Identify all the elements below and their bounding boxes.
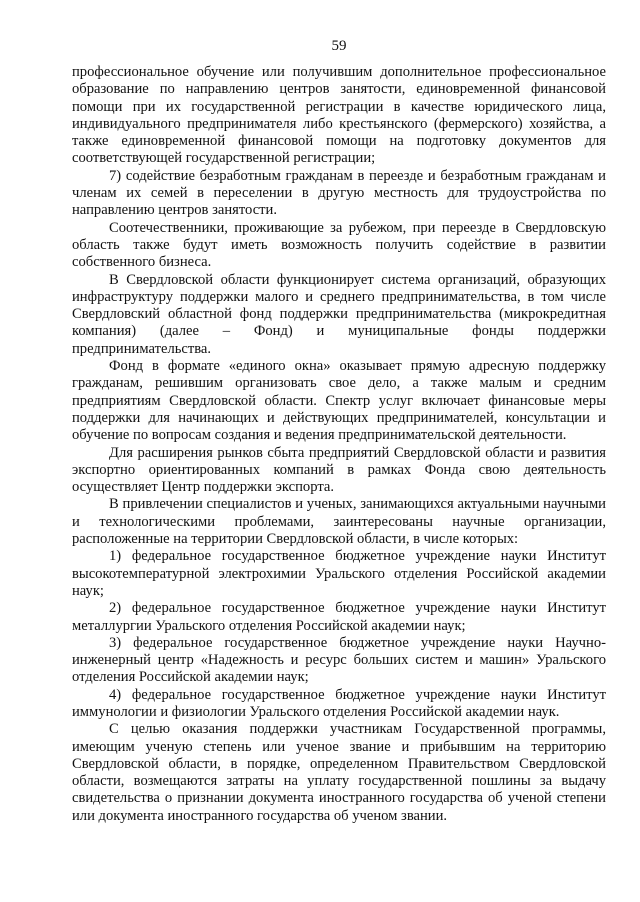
paragraph-compatriots: Соотечественники, проживающие за рубежом, при переезде в Свердловскую область также будут иметь возможность получить содействие в развитии собственного бизнеса. <box>72 219 606 271</box>
list-item-2: 2) федеральное государственное бюджетное учреждение науки Институт металлургии Уральского отделения Российской академии наук; <box>72 600 606 634</box>
paragraph-export-center: Для расширения рынков сбыта предприятий Свердловской области и развития экспортно ориентированных компаний в рамках Фонда свою деятельность осуществляет Центр поддержки экспорта. <box>72 444 606 496</box>
paragraph-infrastructure: В Свердловской области функционирует система организаций, образующих инфраструктуру поддержки малого и среднего предпринимательства, в том числе Свердловский областной фонд поддержки предпринимательства (микрокредитная компания) (далее – Фонд) и муниципальные фонды поддержки предпринимательства. <box>72 271 606 357</box>
list-item-3: 3) федеральное государственное бюджетное учреждение науки Научно-инженерный центр «Надежность и ресурс больших систем и машин» Уральского отделения Российской академии наук; <box>72 634 606 686</box>
document-page <box>72 36 606 825</box>
paragraph-fee-reimbursement: С целью оказания поддержки участникам Государственной программы, имеющим ученую степень или ученое звание и прибывшим на территорию Свердловской области, в порядке, определенном Правительством Свердловской области, возмещаются затраты на уплату государственной пошлины за выдачу свидетельства о признании документа иностранного государства об ученой степени или документа иностранного государства об ученом звании. <box>72 721 606 824</box>
page-number: 59 <box>331 38 347 54</box>
list-item-4: 4) федеральное государственное бюджетное учреждение науки Институт иммунологии и физиологии Уральского отделения Российской академии наук. <box>72 686 606 720</box>
paragraph-continued: профессиональное обучение или получившим дополнительное профессиональное образование по направлению центров занятости, единовременной финансовой помощи при их государственной регистрации в качестве юридического лица, индивидуального предпринимателя либо крестьянского (фермерского) хозяйства, а также единовременной финансовой помощи на подготовку документов для соответствующей государственной регистрации; <box>72 64 606 167</box>
list-item-1: 1) федеральное государственное бюджетное учреждение науки Институт высокотемпературной электрохимии Уральского отделения Российской академии наук; <box>72 548 606 599</box>
paragraph-scientific-organizations: В привлечении специалистов и ученых, занимающихся актуальными научными и технологическими проблемами, заинтересованы научные организации, расположенные на территории Свердловской области, в числе которых: <box>72 496 606 548</box>
paragraph-item-7: 7) содействие безработным гражданам в переезде и безработным гражданам и членам их семей в переселении в другую местность для трудоустройства по направлению центров занятости. <box>72 167 606 219</box>
paragraph-fund-services: Фонд в формате «единого окна» оказывает прямую адресную поддержку гражданам, решившим организовать свое дело, а также малым и средним предприятиям Свердловской области. Спектр услуг включает финансовые меры поддержки для начинающих и действующих предпринимателей, консультации и обучение по вопросам создания и ведения предпринимательской деятельности. <box>72 358 606 444</box>
